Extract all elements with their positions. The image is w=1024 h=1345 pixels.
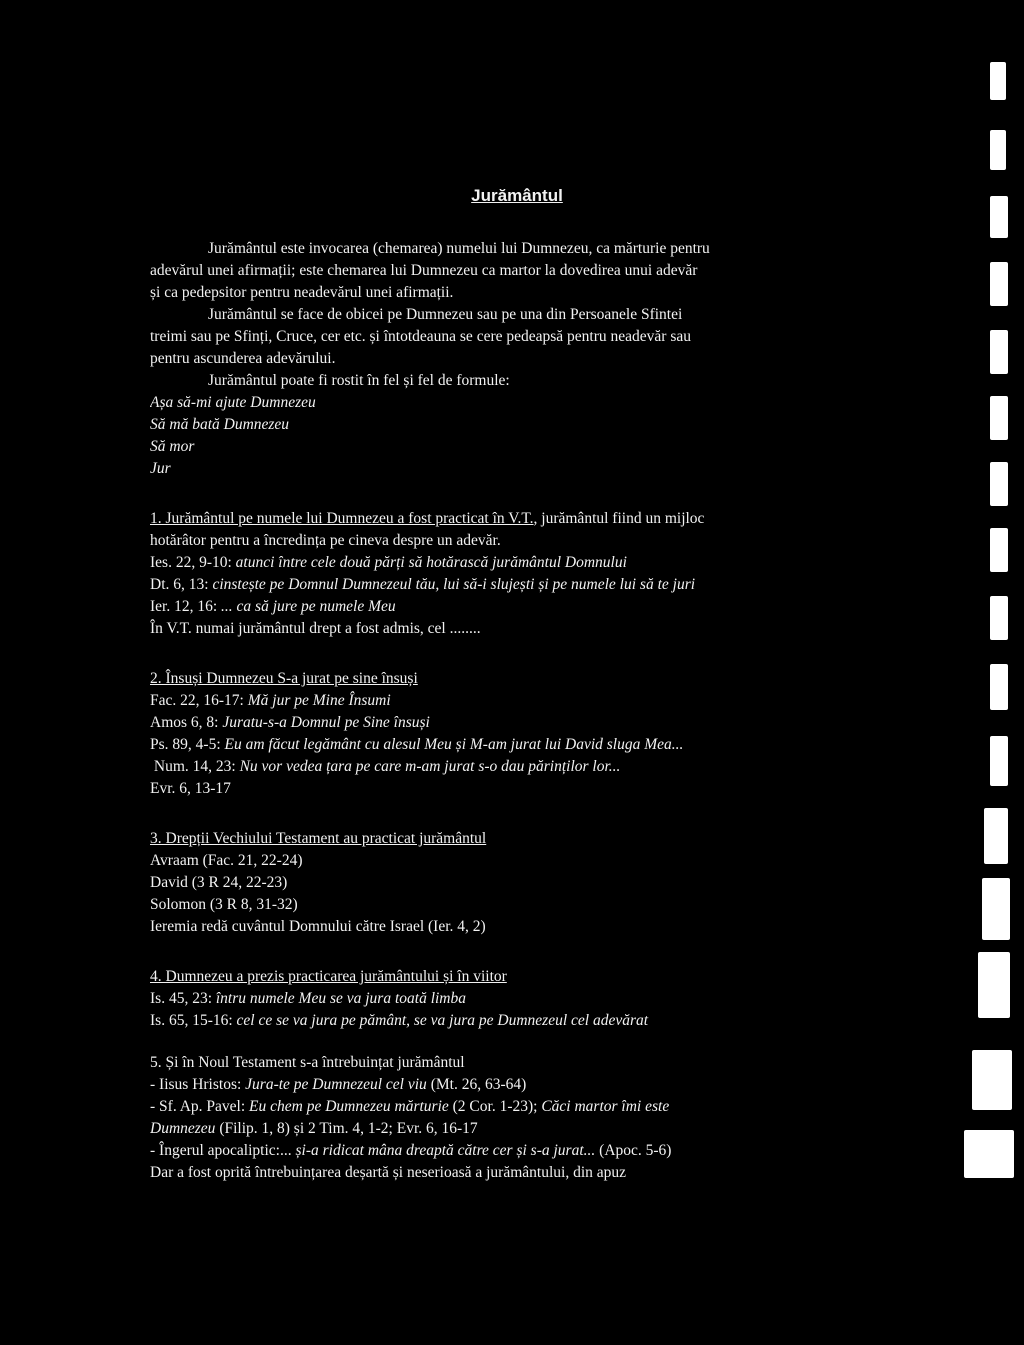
edge-mark (990, 62, 1006, 100)
document-body (150, 238, 940, 1184)
nt-ref: (Mt. 26, 63-64) (426, 1076, 527, 1093)
edge-mark (982, 878, 1010, 940)
reference-label: Is. 65, 15-16: (150, 1012, 237, 1029)
intro-line: Jurământul se face de obicei pe Dumnezeu sau pe una din Persoanele Sfintei (208, 306, 683, 323)
formula-line: Jur (150, 460, 171, 477)
reference-line (150, 756, 940, 778)
edge-mark (990, 596, 1008, 640)
edge-mark (990, 664, 1008, 710)
edge-mark (990, 330, 1008, 374)
film-edge-marks (964, 0, 1024, 1345)
edge-mark (984, 808, 1008, 864)
reference-quote: Nu vor vedea țara pe care m-am jurat s-o dau părinților lor... (239, 758, 621, 775)
reference-line (150, 712, 940, 734)
reference-label: Num. 14, 23: (153, 758, 240, 775)
intro-line: și ca pedepsitor pentru neadevărul unei afirmații. (150, 284, 454, 301)
nt-ref: (2 Cor. 1-23); (448, 1098, 542, 1115)
section-heading (150, 966, 940, 988)
reference-line (150, 574, 940, 596)
list-item: Avraam (Fac. 21, 22-24) (150, 852, 303, 869)
reference-label: Evr. 6, 13-17 (150, 780, 231, 797)
nt-quote: Eu chem pe Dumnezeu mărturie (249, 1098, 449, 1115)
reference-label: Ies. 22, 9-10: (150, 554, 236, 571)
edge-mark (990, 130, 1006, 170)
nt-ref: (Filip. 1, 8) și 2 Tim. 4, 1-2; Evr. 6, 16-17 (215, 1120, 478, 1137)
reference-line (150, 988, 940, 1010)
section-3-heading: 3. Drepții Vechiului Testament au practicat jurământul (150, 830, 487, 847)
nt-quote: Jura-te pe Dumnezeul cel viu (245, 1076, 427, 1093)
nt-ref: (Apoc. 5-6) (595, 1142, 672, 1159)
nt-line (150, 1140, 940, 1162)
reference-label: Is. 45, 23: (150, 990, 216, 1007)
nt-line (150, 1118, 940, 1140)
edge-mark (990, 396, 1008, 440)
edge-mark (990, 528, 1008, 572)
edge-mark (990, 462, 1008, 506)
intro-line: treimi sau pe Sfinți, Cruce, cer etc. și întotdeauna se cere pedeapsă pentru neadevăr sau (150, 328, 691, 345)
formula-line: Să mor (150, 438, 195, 455)
reference-label: Ps. 89, 4-5: (150, 736, 225, 753)
reference-quote: atunci între cele două părți să hotărască jurământul Domnului (235, 554, 627, 571)
section-4-heading: 4. Dumnezeu a prezis practicarea jurământului și în viitor (150, 968, 507, 985)
formula-line: Așa să-mi ajute Dumnezeu (150, 394, 316, 411)
reference-line (150, 552, 940, 574)
formula-line: Să mă bată Dumnezeu (150, 416, 290, 433)
reference-quote: întru numele Meu se va jura toată limba (215, 990, 466, 1007)
reference-label: Amos 6, 8: (150, 714, 223, 731)
section-1-note: În V.T. numai jurământul drept a fost admis, cel ........ (150, 620, 481, 637)
reference-quote: Mă jur pe Mine Însumi (247, 692, 391, 709)
reference-line (150, 596, 940, 618)
reference-label: Ier. 12, 16: (150, 598, 222, 615)
section-1-heading: 1. Jurământul pe numele lui Dumnezeu a fost practicat în V.T. (150, 510, 534, 527)
reference-line (150, 690, 940, 712)
intro-line: Jurământul este invocarea (chemarea) numelui lui Dumnezeu, ca mărturie pentru (208, 240, 710, 257)
nt-quote: și-a ridicat mâna dreaptă către cer și s-a jurat... (295, 1142, 596, 1159)
reference-quote: Eu am făcut legământ cu alesul Meu și M-am jurat lui David sluga Mea... (224, 736, 684, 753)
reference-quote: Juratu-s-a Domnul pe Sine însuși (222, 714, 430, 731)
nt-line (150, 1074, 940, 1096)
reference-line (150, 1010, 940, 1032)
nt-line (150, 1096, 940, 1118)
edge-mark (972, 1050, 1012, 1110)
nt-quote: Căci martor îmi este (541, 1098, 670, 1115)
reference-quote: cel ce se va jura pe pământ, se va jura pe Dumnezeul cel adevărat (236, 1012, 649, 1029)
reference-quote: cinstește pe Domnul Dumnezeul tău, lui să-i slujești și pe numele lui să te juri (212, 576, 696, 593)
reference-line (150, 734, 940, 756)
reference-label: Dt. 6, 13: (150, 576, 213, 593)
intro-line: adevărul unei afirmații; este chemarea lui Dumnezeu ca martor la dovedirea unui adevăr (150, 262, 698, 279)
section-2-heading: 2. Însuși Dumnezeu S-a jurat pe sine însuși (150, 670, 418, 687)
list-item: Solomon (3 R 8, 31-32) (150, 896, 298, 913)
nt-quote: Dumnezeu (150, 1120, 216, 1137)
edge-mark (990, 736, 1008, 786)
list-item: David (3 R 24, 22-23) (150, 874, 288, 891)
nt-last-line: Dar a fost oprită întrebuințarea deșartă și neserioasă a jurământului, din apuz (150, 1164, 627, 1181)
nt-label: - Îngerul apocaliptic:... (150, 1142, 296, 1159)
reference-label: Fac. 22, 16-17: (150, 692, 248, 709)
edge-mark (978, 952, 1010, 1018)
reference-quote: ... ca să jure pe numele Meu (221, 598, 396, 615)
intro-line: pentru ascunderea adevărului. (150, 350, 336, 367)
section-heading (150, 508, 940, 530)
section-5-heading: 5. Și în Noul Testament s-a întrebuințat jurământul (150, 1054, 465, 1071)
nt-label: - Iisus Hristos: (150, 1076, 246, 1093)
edge-mark (990, 196, 1008, 238)
edge-mark (990, 262, 1008, 306)
page-title: Jurământul (471, 186, 563, 205)
edge-mark (964, 1130, 1014, 1178)
section-1-line: hotărâtor pentru a încredința pe cineva despre un adevăr. (150, 532, 501, 549)
intro-line: Jurământul poate fi rostit în fel și fel de formule: (208, 372, 510, 389)
section-1-heading-rest: , jurământul fiind un mijloc (533, 510, 705, 527)
nt-label: - Sf. Ap. Pavel: (150, 1098, 250, 1115)
section-heading (150, 668, 940, 690)
reference-line (150, 778, 940, 800)
section-heading (150, 828, 940, 850)
list-item: Ieremia redă cuvântul Domnului către Israel (Ier. 4, 2) (150, 918, 486, 935)
